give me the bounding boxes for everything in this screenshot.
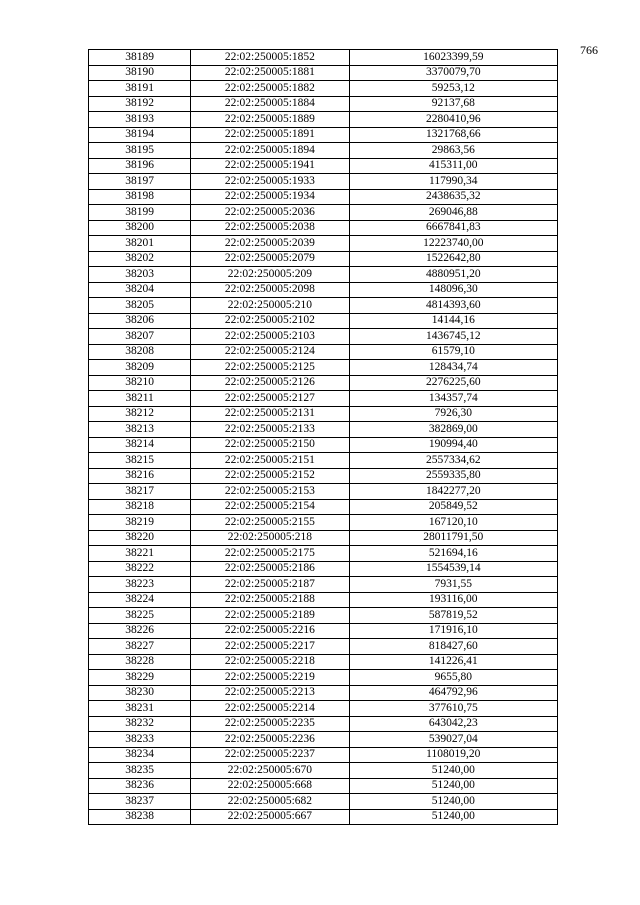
cadastral-value-cell: 14144,16 (349, 313, 557, 329)
row-number-cell: 38234 (89, 747, 191, 763)
table-row (89, 220, 558, 236)
cadastral-number-cell: 22:02:250005:1889 (191, 112, 349, 128)
cadastral-number-cell: 22:02:250005:667 (191, 809, 349, 825)
row-number-cell: 38204 (89, 282, 191, 298)
cadastral-value-cell: 141226,41 (349, 654, 557, 670)
table-row (89, 654, 558, 670)
table-row (89, 623, 558, 639)
row-number-cell: 38189 (89, 50, 191, 66)
row-number-cell: 38215 (89, 453, 191, 469)
cadastral-value-cell: 51240,00 (349, 809, 557, 825)
cadastral-value-cell: 171916,10 (349, 623, 557, 639)
cadastral-value-cell: 464792,96 (349, 685, 557, 701)
cadastral-number-cell: 22:02:250005:2126 (191, 375, 349, 391)
row-number-cell: 38192 (89, 96, 191, 112)
table-row (89, 158, 558, 174)
row-number-cell: 38228 (89, 654, 191, 670)
row-number-cell: 38207 (89, 329, 191, 345)
table-row (89, 189, 558, 205)
table-row (89, 422, 558, 438)
cadastral-value-cell: 1554539,14 (349, 561, 557, 577)
cadastral-number-cell: 22:02:250005:1894 (191, 143, 349, 159)
cadastral-value-cell: 9655,80 (349, 670, 557, 686)
cadastral-number-cell: 22:02:250005:2218 (191, 654, 349, 670)
cadastral-value-cell: 269046,88 (349, 205, 557, 221)
cadastral-number-cell: 22:02:250005:1891 (191, 127, 349, 143)
table-row (89, 391, 558, 407)
row-number-cell: 38223 (89, 577, 191, 593)
cadastral-value-cell: 3370079,70 (349, 65, 557, 81)
cadastral-number-cell: 22:02:250005:2187 (191, 577, 349, 593)
cadastral-number-cell: 22:02:250005:2039 (191, 236, 349, 252)
cadastral-value-cell: 587819,52 (349, 608, 557, 624)
row-number-cell: 38198 (89, 189, 191, 205)
table-row (89, 484, 558, 500)
row-number-cell: 38217 (89, 484, 191, 500)
cadastral-number-cell: 22:02:250005:2133 (191, 422, 349, 438)
cadastral-value-cell: 1108019,20 (349, 747, 557, 763)
cadastral-number-cell: 22:02:250005:2155 (191, 515, 349, 531)
table-row (89, 143, 558, 159)
row-number-cell: 38221 (89, 546, 191, 562)
cadastral-value-cell: 12223740,00 (349, 236, 557, 252)
cadastral-value-cell: 521694,16 (349, 546, 557, 562)
row-number-cell: 38238 (89, 809, 191, 825)
cadastral-value-cell: 51240,00 (349, 778, 557, 794)
row-number-cell: 38199 (89, 205, 191, 221)
table-row (89, 375, 558, 391)
table-row (89, 561, 558, 577)
cadastral-number-cell: 22:02:250005:1941 (191, 158, 349, 174)
row-number-cell: 38231 (89, 701, 191, 717)
table-row (89, 592, 558, 608)
table-row (89, 608, 558, 624)
cadastral-value-cell: 28011791,50 (349, 530, 557, 546)
cadastral-value-cell: 29863,56 (349, 143, 557, 159)
cadastral-number-cell: 22:02:250005:218 (191, 530, 349, 546)
table-row (89, 577, 558, 593)
row-number-cell: 38193 (89, 112, 191, 128)
cadastral-value-cell: 643042,23 (349, 716, 557, 732)
cadastral-value-cell: 59253,12 (349, 81, 557, 97)
row-number-cell: 38227 (89, 639, 191, 655)
cadastral-number-cell: 22:02:250005:1881 (191, 65, 349, 81)
page-number: 766 (580, 43, 598, 57)
cadastral-number-cell: 22:02:250005:2186 (191, 561, 349, 577)
cadastral-number-cell: 22:02:250005:2131 (191, 406, 349, 422)
cadastral-number-cell: 22:02:250005:209 (191, 267, 349, 283)
table-row (89, 515, 558, 531)
cadastral-value-cell: 539027,04 (349, 732, 557, 748)
cadastral-number-cell: 22:02:250005:2125 (191, 360, 349, 376)
row-number-cell: 38190 (89, 65, 191, 81)
table-row (89, 360, 558, 376)
table-row (89, 81, 558, 97)
table-row (89, 50, 558, 66)
row-number-cell: 38210 (89, 375, 191, 391)
cadastral-value-cell: 117990,34 (349, 174, 557, 190)
cadastral-value-cell: 2559335,80 (349, 468, 557, 484)
cadastral-value-cell: 92137,68 (349, 96, 557, 112)
cadastral-value-cell: 16023399,59 (349, 50, 557, 66)
cadastral-value-cell: 51240,00 (349, 794, 557, 810)
table-row (89, 205, 558, 221)
row-number-cell: 38219 (89, 515, 191, 531)
cadastral-number-cell: 22:02:250005:1933 (191, 174, 349, 190)
table-row (89, 453, 558, 469)
row-number-cell: 38213 (89, 422, 191, 438)
cadastral-value-cell: 193116,00 (349, 592, 557, 608)
row-number-cell: 38208 (89, 344, 191, 360)
row-number-cell: 38225 (89, 608, 191, 624)
cadastral-value-cell: 128434,74 (349, 360, 557, 376)
table-row (89, 282, 558, 298)
cadastral-value-cell: 190994,40 (349, 437, 557, 453)
table-row (89, 546, 558, 562)
row-number-cell: 38200 (89, 220, 191, 236)
cadastral-number-cell: 22:02:250005:2189 (191, 608, 349, 624)
cadastral-value-cell: 382869,00 (349, 422, 557, 438)
cadastral-value-cell: 1522642,80 (349, 251, 557, 267)
cadastral-number-cell: 22:02:250005:668 (191, 778, 349, 794)
cadastral-number-cell: 22:02:250005:210 (191, 298, 349, 314)
cadastral-number-cell: 22:02:250005:682 (191, 794, 349, 810)
cadastral-number-cell: 22:02:250005:2154 (191, 499, 349, 515)
cadastral-number-cell: 22:02:250005:1934 (191, 189, 349, 205)
cadastral-value-cell: 2280410,96 (349, 112, 557, 128)
table-row (89, 313, 558, 329)
cadastral-number-cell: 22:02:250005:2127 (191, 391, 349, 407)
cadastral-number-cell: 22:02:250005:2151 (191, 453, 349, 469)
cadastral-value-cell: 415311,00 (349, 158, 557, 174)
row-number-cell: 38196 (89, 158, 191, 174)
row-number-cell: 38237 (89, 794, 191, 810)
cadastral-value-cell: 2557334,62 (349, 453, 557, 469)
cadastral-value-cell: 377610,75 (349, 701, 557, 717)
cadastral-value-cell: 7926,30 (349, 406, 557, 422)
cadastral-number-cell: 22:02:250005:2235 (191, 716, 349, 732)
row-number-cell: 38206 (89, 313, 191, 329)
table-row (89, 251, 558, 267)
cadastral-value-cell: 167120,10 (349, 515, 557, 531)
table-row (89, 112, 558, 128)
table-row (89, 794, 558, 810)
row-number-cell: 38205 (89, 298, 191, 314)
row-number-cell: 38201 (89, 236, 191, 252)
cadastral-number-cell: 22:02:250005:2098 (191, 282, 349, 298)
cadastral-number-cell: 22:02:250005:2213 (191, 685, 349, 701)
row-number-cell: 38236 (89, 778, 191, 794)
table-row (89, 96, 558, 112)
cadastral-value-cell: 51240,00 (349, 763, 557, 779)
cadastral-value-cell: 4880951,20 (349, 267, 557, 283)
cadastral-number-cell: 22:02:250005:2038 (191, 220, 349, 236)
cadastral-number-cell: 22:02:250005:2216 (191, 623, 349, 639)
cadastral-value-cell: 4814393,60 (349, 298, 557, 314)
row-number-cell: 38216 (89, 468, 191, 484)
table-row (89, 685, 558, 701)
row-number-cell: 38194 (89, 127, 191, 143)
cadastral-value-cell: 6667841,83 (349, 220, 557, 236)
table-row (89, 236, 558, 252)
row-number-cell: 38235 (89, 763, 191, 779)
cadastral-number-cell: 22:02:250005:670 (191, 763, 349, 779)
table-row (89, 344, 558, 360)
cadastral-number-cell: 22:02:250005:2036 (191, 205, 349, 221)
table-row (89, 639, 558, 655)
cadastral-number-cell: 22:02:250005:2214 (191, 701, 349, 717)
row-number-cell: 38220 (89, 530, 191, 546)
table-body (89, 50, 558, 825)
cadastral-number-cell: 22:02:250005:2124 (191, 344, 349, 360)
row-number-cell: 38224 (89, 592, 191, 608)
table-row (89, 747, 558, 763)
table-row (89, 763, 558, 779)
table-row (89, 732, 558, 748)
table-row (89, 809, 558, 825)
cadastral-number-cell: 22:02:250005:2102 (191, 313, 349, 329)
table-row (89, 468, 558, 484)
cadastral-value-cell: 1842277,20 (349, 484, 557, 500)
cadastral-value-cell: 7931,55 (349, 577, 557, 593)
cadastral-value-table (88, 49, 558, 825)
row-number-cell: 38226 (89, 623, 191, 639)
cadastral-value-cell: 148096,30 (349, 282, 557, 298)
table-row (89, 65, 558, 81)
table-row (89, 298, 558, 314)
cadastral-number-cell: 22:02:250005:1884 (191, 96, 349, 112)
cadastral-number-cell: 22:02:250005:2079 (191, 251, 349, 267)
cadastral-value-cell: 205849,52 (349, 499, 557, 515)
table-row (89, 530, 558, 546)
table-row (89, 778, 558, 794)
cadastral-value-cell: 2276225,60 (349, 375, 557, 391)
cadastral-value-cell: 2438635,32 (349, 189, 557, 205)
row-number-cell: 38209 (89, 360, 191, 376)
cadastral-number-cell: 22:02:250005:2103 (191, 329, 349, 345)
cadastral-number-cell: 22:02:250005:2236 (191, 732, 349, 748)
cadastral-value-cell: 61579,10 (349, 344, 557, 360)
cadastral-number-cell: 22:02:250005:2153 (191, 484, 349, 500)
row-number-cell: 38230 (89, 685, 191, 701)
cadastral-number-cell: 22:02:250005:2150 (191, 437, 349, 453)
row-number-cell: 38232 (89, 716, 191, 732)
cadastral-value-cell: 134357,74 (349, 391, 557, 407)
row-number-cell: 38218 (89, 499, 191, 515)
cadastral-number-cell: 22:02:250005:2175 (191, 546, 349, 562)
row-number-cell: 38222 (89, 561, 191, 577)
table-row (89, 127, 558, 143)
row-number-cell: 38214 (89, 437, 191, 453)
row-number-cell: 38229 (89, 670, 191, 686)
cadastral-number-cell: 22:02:250005:2219 (191, 670, 349, 686)
row-number-cell: 38202 (89, 251, 191, 267)
row-number-cell: 38211 (89, 391, 191, 407)
row-number-cell: 38195 (89, 143, 191, 159)
table-row (89, 716, 558, 732)
table-row (89, 267, 558, 283)
row-number-cell: 38197 (89, 174, 191, 190)
cadastral-number-cell: 22:02:250005:2152 (191, 468, 349, 484)
cadastral-value-cell: 1436745,12 (349, 329, 557, 345)
cadastral-value-cell: 818427,60 (349, 639, 557, 655)
table-row (89, 499, 558, 515)
cadastral-number-cell: 22:02:250005:2217 (191, 639, 349, 655)
cadastral-number-cell: 22:02:250005:2237 (191, 747, 349, 763)
table-row (89, 406, 558, 422)
table-row (89, 174, 558, 190)
table-row (89, 670, 558, 686)
table-row (89, 437, 558, 453)
cadastral-number-cell: 22:02:250005:2188 (191, 592, 349, 608)
cadastral-value-cell: 1321768,66 (349, 127, 557, 143)
row-number-cell: 38191 (89, 81, 191, 97)
row-number-cell: 38233 (89, 732, 191, 748)
cadastral-number-cell: 22:02:250005:1852 (191, 50, 349, 66)
table-row (89, 329, 558, 345)
cadastral-number-cell: 22:02:250005:1882 (191, 81, 349, 97)
table-row (89, 701, 558, 717)
row-number-cell: 38203 (89, 267, 191, 283)
row-number-cell: 38212 (89, 406, 191, 422)
